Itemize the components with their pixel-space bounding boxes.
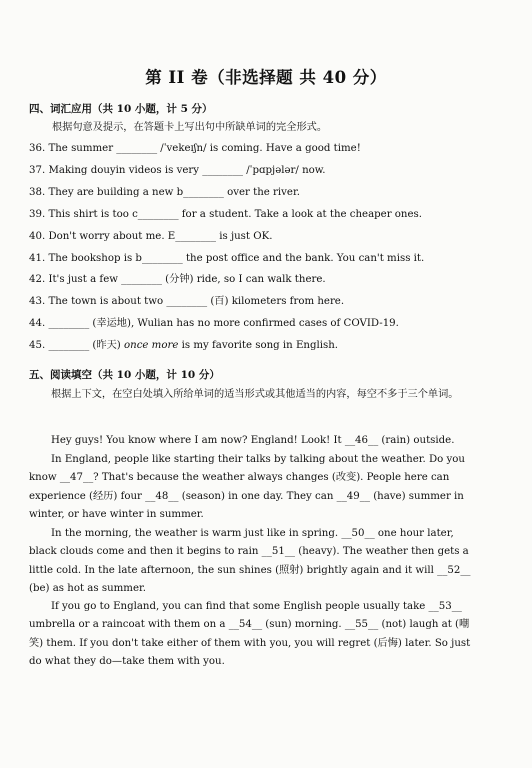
- question-37: 37. Making douyin videos is very ________ /ˈpɑpjələr/ now.: [29, 165, 326, 176]
- question-45-italic: once more: [124, 340, 179, 351]
- passage-paragraph-1: Hey guys! You know where I am now? England! Look! It __46__ (rain) outside.: [51, 435, 455, 446]
- question-40: 40. Don't worry about me. E________ is just OK.: [29, 231, 273, 242]
- question-42: 42. It's just a few ________ (分钟) ride, so I can walk there.: [29, 274, 326, 285]
- question-45: [29, 339, 338, 353]
- part-title: 第 II 卷（非选择题 共 40 分）: [145, 68, 387, 87]
- section5-instruction: 根据上下文，在空白处填入所给单词的适当形式或其他适当的内容，每空不多于三个单词。: [51, 389, 459, 400]
- section4-heading: 四、词汇应用（共 10 小题，计 5 分）: [29, 103, 213, 115]
- question-41: 41. The bookshop is b________ the post office and the bank. You can't miss it.: [29, 253, 425, 264]
- question-45-start: 45. ________ (昨天): [29, 340, 124, 351]
- question-43: 43. The town is about two ________ (百) kilometers from here.: [29, 296, 345, 307]
- passage-paragraph-2: In England, people like starting their talks by talking about the weather. Do you know __47__? That's because the weather always changes (改变). People here can experience (经历) four __48__ (season) in one day. They can __49__ (have) summer in winter, or have winter in summer.: [29, 454, 465, 520]
- section5-heading: 五、阅读填空（共 10 小题，计 10 分）: [29, 369, 220, 381]
- section4-instruction: 根据句意及提示，在答题卡上写出句中所缺单词的完全形式。: [52, 122, 328, 133]
- question-44: 44. ________ (幸运地), Wulian has no more confirmed cases of COVID-19.: [29, 318, 399, 329]
- passage-paragraph-3: In the morning, the weather is warm just like in spring. __50__ one hour later, black clouds come and then it begins to rain __51__ (heavy). The weather then gets a little cold. In the late afternoon, the sun shines (照射) brightly again and it will __52__ (be) as hot as summer.: [29, 528, 471, 594]
- passage-paragraph-4: If you go to England, you can find that some English people usually take __53__ umbrella or a raincoat with them on a __54__ (sun) morning. __55__ (not) laugh at (嘲笑) them. If you don't take either of them with you, you will regret (后悔) later. So just do what they do—take them with you.: [29, 601, 471, 667]
- question-36: 36. The summer ________ /ˈvekeɪʃn/ is coming. Have a good time!: [29, 143, 361, 154]
- question-45-end: is my favorite song in English.: [178, 340, 339, 351]
- question-38: 38. They are building a new b________ over the river.: [29, 187, 300, 198]
- question-39: 39. This shirt is too c________ for a student. Take a look at the cheaper ones.: [29, 209, 422, 220]
